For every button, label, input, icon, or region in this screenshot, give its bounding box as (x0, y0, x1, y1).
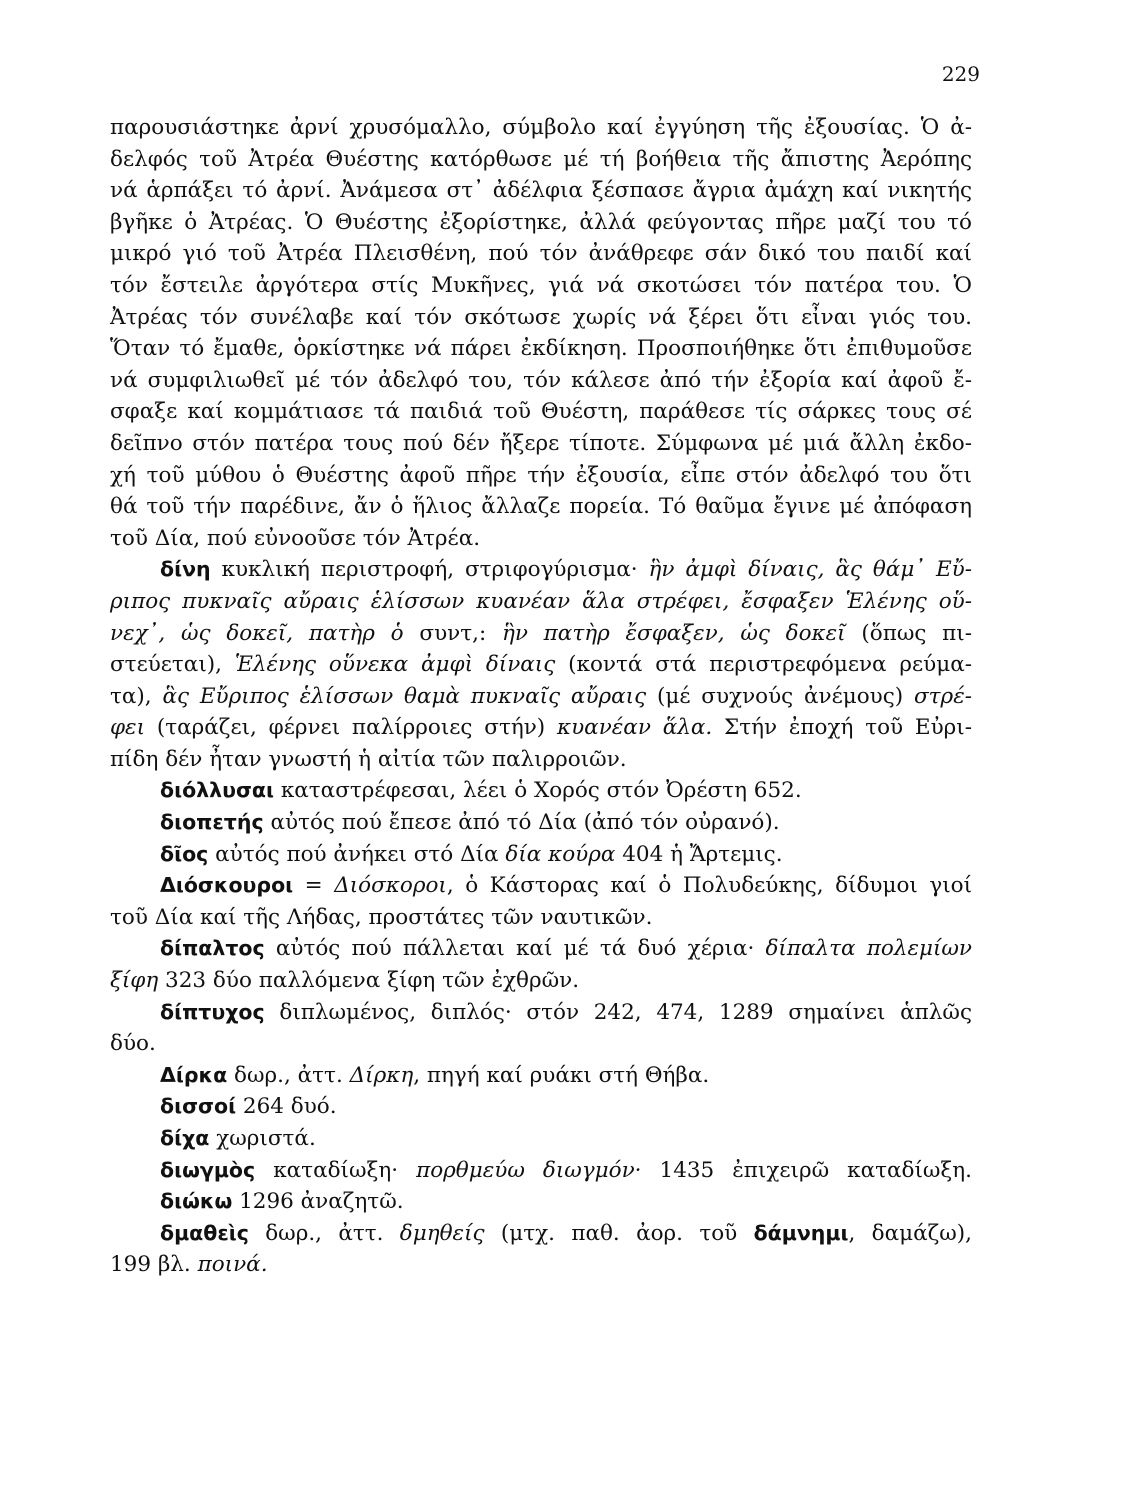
text-line: νά συμφιλιωθεῖ μέ τόν ἀδελφό του, τόν κάλεσε ἀπό τήν ἐξορία καί ἀφοῦ ἔ- (110, 367, 972, 393)
text-line: δεῖπνο στόν πατέρα τους πού δέν ἤξερε τίποτε. Σύμφωνα μέ μιά ἄλλη ἐκδο- (110, 430, 972, 456)
text-line: Ὅταν τό ἔμαθε, ὁρκίστηκε νά πάρει ἐκδίκηση. Προσποιήθηκε ὅτι ἐπιθυμοῦσε (110, 336, 972, 362)
entry-headword: διωγμὸς (160, 1157, 256, 1182)
text-line: φει (ταράζει, φέρνει παλίρροιες στήν) κυανέαν ἅλα. Στήν ἐποχή τοῦ Εὐρι- (110, 715, 973, 741)
entry-headword: Δίρκα (160, 1062, 228, 1087)
text-line: παρουσιάστηκε ἀρνί χρυσόμαλλο, σύμβολο καί ἐγγύηση τῆς ἐξουσίας. Ὁ ἀ- (110, 115, 972, 140)
entry-headword: διοπετής (160, 810, 264, 835)
text-line: τοῦ Δία καί τῆς Λήδας, προστάτες τῶν ναυτικῶν. (110, 904, 653, 930)
entry-dissoi: δισσοί 264 δυό. (160, 1094, 337, 1120)
text-line: ριπος πυκναῖς αὔραις ἑλίσσων κυανέαν ἅλα στρέφει, ἔσφαξεν Ἑλένης οὕ- (110, 588, 972, 614)
text-line: δύο. (110, 1031, 156, 1057)
text-line: τοῦ Δία, πού εὐνοοῦσε τόν Ἀτρέα. (110, 525, 481, 551)
entry-diopetes: διοπετής αὐτός πού ἔπεσε ἀπό τό Δία (ἀπό τόν οὐρανό). (160, 810, 780, 836)
entry-dicha: δίχα χωριστά. (160, 1126, 316, 1151)
text-line: θά τοῦ τήν παρέδινε, ἄν ὁ ἥλιος ἄλλαζε πορεία. Τό θαῦμα ἔγινε μέ ἀπόφαση (110, 494, 972, 520)
text-line: πίδη δέν ἦταν γνωστή ἡ αἰτία τῶν παλιρροιῶν. (110, 746, 627, 772)
entry-diptychos: δίπτυχος διπλωμένος, διπλός· στόν 242, 474, 1289 σημαίνει ἁπλῶς (160, 999, 972, 1025)
entry-dios: δῖος αὐτός πού ἀνήκει στό Δία δία κούρα 404 ἡ Ἄρτεμις. (160, 841, 783, 867)
text-line: σφαξε καί κομμάτιασε τά παιδιά τοῦ Θυέστη, παράθεσε τίς σάρκες τους σέ (110, 399, 972, 425)
entry-diogmos: διωγμὸς καταδίωξη· πορθμεύω διωγμόν· 1435 ἐπιχειρῶ καταδίωξη. (160, 1157, 972, 1183)
entry-headword: διόλλυσαι (160, 778, 274, 803)
entry-dirka: Δίρκα δωρ., ἀττ. Δίρκη, πηγή καί ρυάκι στή Θήβα. (160, 1062, 710, 1088)
text-line: νά ἁρπάξει τό ἀρνί. Ἀνάμεσα στ᾽ ἀδέλφια ξέσπασε ἄγρια ἀμάχη καί νικητής (110, 178, 972, 204)
entry-headword: Διόσκουροι (160, 873, 294, 898)
text-line: δίνη κυκλική περιστροφή, στριφογύρισμα· ἣν ἀμφὶ δίναις, ἃς θάμ᾽ Εὔ- (160, 557, 972, 583)
entry-dioko: διώκω 1296 ἀναζητῶ. (160, 1189, 404, 1215)
entry-headword: δίπαλτος (160, 936, 265, 961)
text-line: δελφός τοῦ Ἀτρέα Θυέστης κατόρθωσε μέ τή βοήθεια τῆς ἄπιστης Ἀερόπης (110, 146, 972, 172)
text-line: τα), ἃς Εὔριπος ἑλίσσων θαμὰ πυκναῖς αὔραις (μέ συχνούς ἀνέμους) στρέ- (110, 683, 972, 709)
entry-headword: δίπτυχος (160, 999, 265, 1024)
text-line: βγῆκε ὁ Ἀτρέας. Ὁ Θυέστης ἐξορίστηκε, ἀλλά φεύγοντας πῆρε μαζί του τό (110, 209, 972, 235)
entry-headword: διώκω (160, 1189, 233, 1214)
text-line: τόν ἔστειλε ἀργότερα στίς Μυκῆνες, γιά νά σκοτώσει τόν πατέρα του. Ὁ (110, 272, 972, 298)
main-text (110, 112, 972, 1281)
text-line: ξίφη 323 δύο παλλόμενα ξίφη τῶν ἐχθρῶν. (110, 968, 580, 994)
text-line: νεχ᾽, ὡς δοκεῖ, πατὴρ ὁ συντ,: ἣν πατὴρ ἔσφαξεν, ὡς δοκεῖ (ὅπως πι- (110, 620, 972, 646)
entry-headword: δίνη (160, 557, 211, 582)
entry-dmatheis: δμαθεὶς δωρ., ἀττ. δμηθείς (μτχ. παθ. ἀορ. τοῦ δάμνημι, δαμάζω), (160, 1220, 973, 1246)
entry-dipaltos: δίπαλτος αὐτός πού πάλλεται καί μέ τά δυό χέρια· δίπαλτα πολεμίων (160, 936, 972, 962)
paragraph-atreus (110, 112, 972, 554)
entry-headword: δισσοί (160, 1094, 237, 1119)
entry-headword: δμαθεὶς (160, 1220, 249, 1245)
entry-headword: δίχα (160, 1126, 210, 1150)
text-line: μικρό γιό τοῦ Ἀτρέα Πλεισθένη, πού τόν ἀνάθρεφε σάν δικό του παιδί καί (110, 241, 972, 267)
page-number: 229 (941, 62, 980, 86)
entry-diollysai: διόλλυσαι καταστρέφεσαι, λέει ὁ Χορός στόν Ὀρέστη 652. (160, 778, 802, 804)
text-line: χή τοῦ μύθου ὁ Θυέστης ἀφοῦ πῆρε τήν ἐξουσία, εἶπε στόν ἀδελφό του ὅτι (110, 462, 972, 488)
text-line: στεύεται), Ἑλένης οὕνεκα ἀμφὶ δίναις (κοντά στά περιστρεφόμενα ρεύμα- (110, 652, 972, 678)
text-line: Ἀτρέας τόν συνέλαβε καί τόν σκότωσε χωρίς νά ξέρει ὅτι εἶναι γιός του. (110, 304, 972, 330)
entry-dini (110, 554, 972, 775)
text-line: 199 βλ. ποινά. (110, 1252, 268, 1278)
entry-headword: δῖος (160, 841, 209, 866)
entry-dioskouroi: Διόσκουροι = Διόσκοροι, ὁ Κάστορας καί ὁ Πολυδεύκης, δίδυμοι γιοί (160, 873, 973, 899)
